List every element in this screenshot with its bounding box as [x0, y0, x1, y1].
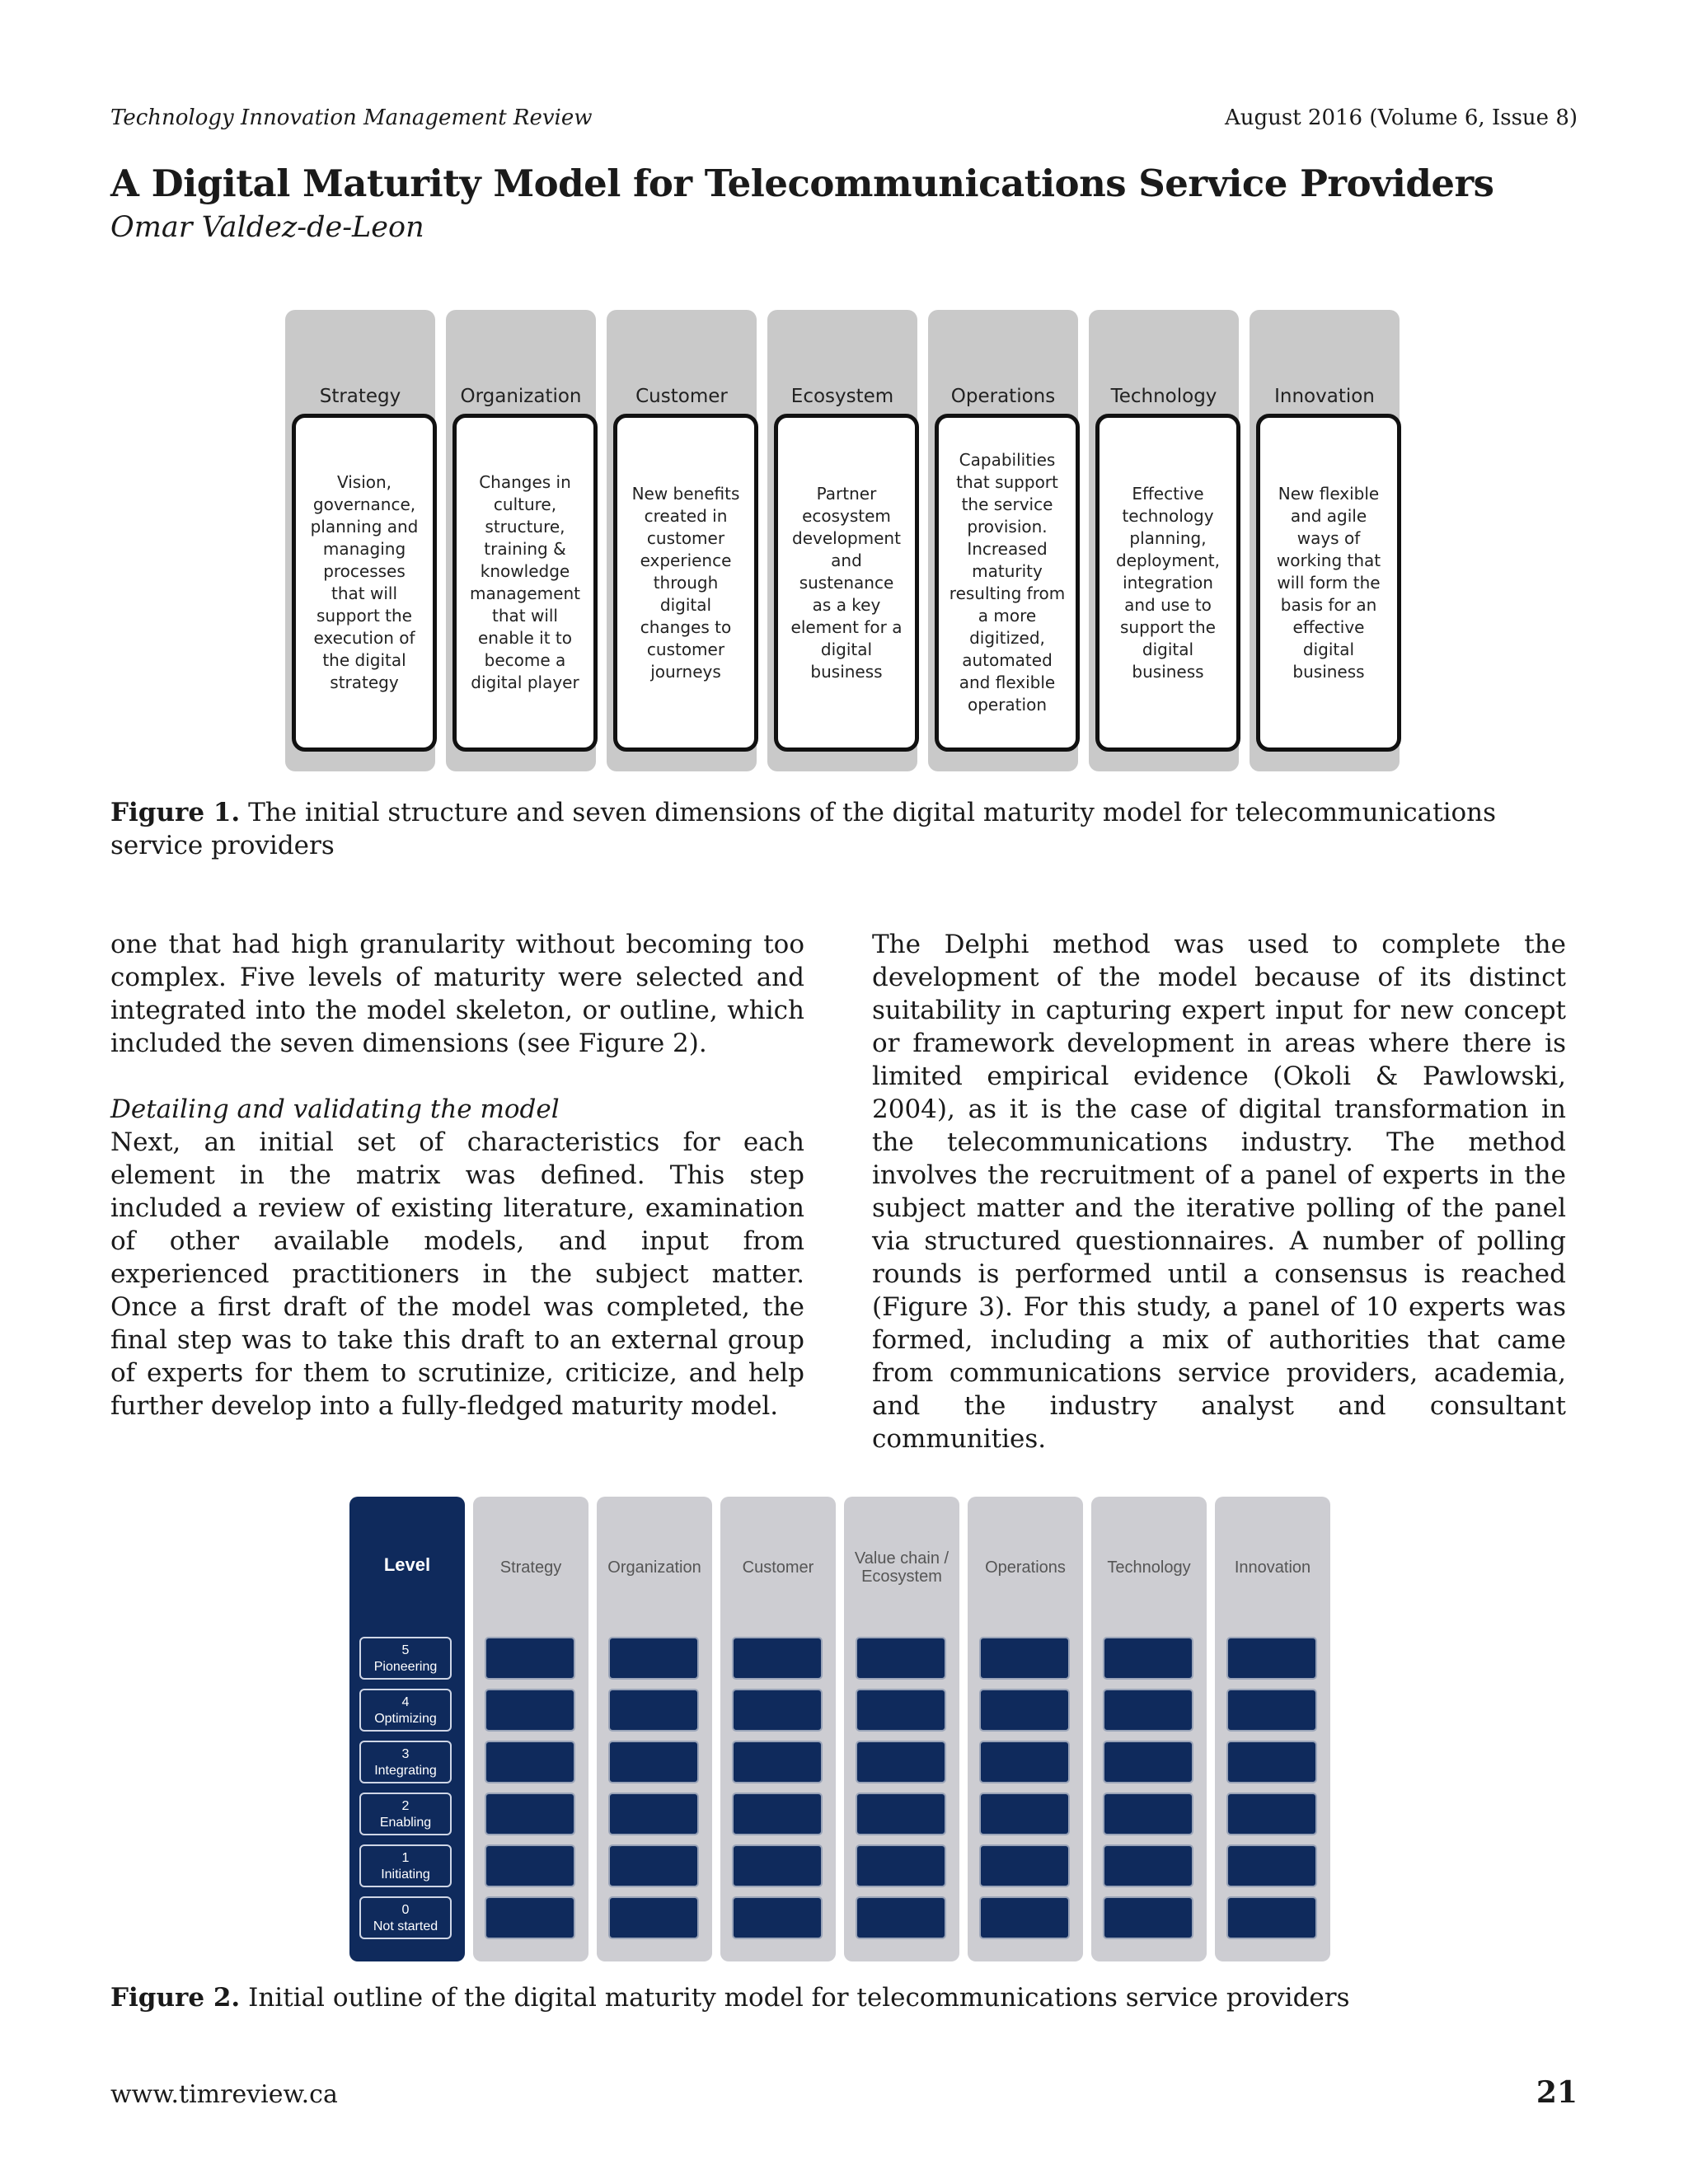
description-line: Changes in: [479, 472, 571, 492]
matrix-cell: [1103, 1637, 1193, 1680]
description-line: customer: [646, 639, 725, 659]
matrix-cell: [485, 1844, 575, 1887]
description-line: created in: [644, 505, 728, 526]
matrix-cell: [732, 1741, 823, 1783]
matrix-cell: [979, 1896, 1070, 1939]
dimension-name: Technology: [1110, 386, 1217, 407]
dimension-description: [774, 414, 919, 752]
matrix-cell: [608, 1689, 699, 1732]
level-number: 0: [401, 1903, 410, 1917]
matrix-cell: [856, 1637, 946, 1680]
description-line: managing: [322, 539, 406, 559]
description-line: planning,: [1129, 527, 1207, 548]
description-line: enable it to: [478, 628, 572, 648]
level-item: [359, 1793, 452, 1835]
description-line: will form the: [1277, 572, 1381, 593]
matrix-cell: [732, 1844, 823, 1887]
description-line: journeys: [650, 661, 721, 682]
description-line: digital: [1142, 639, 1194, 659]
description-line: that will: [491, 606, 558, 626]
description-line: management: [470, 583, 580, 603]
description-line: New benefits: [631, 483, 740, 504]
matrix-cell: [1103, 1741, 1193, 1783]
right-paragraph-1: The Delphi method was used to complete the development of the model because of its distinct suitability in capturing expert input for new concept or framework development in areas where there is limited empirical evidence (Okoli & Pawlowski, 2004), as it is the case of digital transformation in the telecommunications industry. The method involves the recruitment of a panel of experts in the subject matter and the iterative polling of the panel via structured questionnaires. A number of polling rounds is performed until a consensus is reached (Figure 3). For this study, a panel of 10 experts was formed, including a mix of authorities that came from communications service providers, academia, and the industry analyst and consultant communities.: [872, 930, 1566, 1454]
description-line: become a: [484, 650, 566, 670]
matrix-cell: [1103, 1689, 1193, 1732]
dimension-column-3: [767, 310, 917, 771]
description-line: development: [792, 527, 901, 548]
description-line: maturity: [972, 561, 1043, 581]
description-line: operation: [967, 695, 1047, 715]
matrix-cell: [732, 1793, 823, 1835]
dimension-column-2: [607, 310, 757, 771]
description-line: training &: [484, 539, 566, 559]
left-paragraph-1: one that had high granularity without becoming too complex. Five levels of maturity were selected and integrated into the model skeleton, or outline, which included the seven dimensions (see Figure 2).: [110, 930, 804, 1058]
description-line: Partner: [816, 483, 877, 504]
level-number: 2: [401, 1799, 410, 1813]
level-name: Integrating: [374, 1764, 437, 1778]
description-line: support the: [316, 606, 412, 626]
description-line: and: [831, 550, 862, 570]
dimension-column-5: [1089, 310, 1239, 771]
matrix-cell: [1226, 1689, 1317, 1732]
matrix-cell: [1103, 1896, 1193, 1939]
matrix-cell: [1226, 1637, 1317, 1680]
matrix-column-header: Innovation: [1234, 1558, 1311, 1577]
dimension-description: [452, 414, 598, 752]
issue-info: August 2016 (Volume 6, Issue 8): [1224, 105, 1578, 130]
description-line: New flexible: [1278, 483, 1380, 504]
description-line: Capabilities: [959, 450, 1056, 470]
description-line: element for a: [790, 616, 903, 637]
level-name: Optimizing: [374, 1712, 437, 1726]
description-line: a more: [978, 606, 1037, 626]
matrix-cell: [485, 1689, 575, 1732]
article-title: A Digital Maturity Model for Telecommunications Service Providers: [110, 162, 1494, 205]
matrix-cell: [485, 1896, 575, 1939]
figure-2-label: Figure 2.: [110, 1983, 241, 2013]
matrix-column: [968, 1497, 1083, 1961]
footer-url[interactable]: www.timreview.ca: [110, 2080, 338, 2109]
description-line: and flexible: [959, 673, 1056, 692]
matrix-column: [1091, 1497, 1207, 1961]
level-header: Level: [383, 1554, 431, 1575]
figure-1-caption: [110, 796, 1578, 862]
matrix-cell: [856, 1689, 946, 1732]
matrix-column: [597, 1497, 712, 1961]
matrix-cell: [979, 1844, 1070, 1887]
level-name: Enabling: [379, 1816, 432, 1830]
description-line: structure,: [485, 517, 565, 537]
description-line: business: [1292, 661, 1365, 682]
matrix-cell: [856, 1741, 946, 1783]
matrix-cell: [732, 1689, 823, 1732]
article-author: Omar Valdez-de-Leon: [110, 211, 424, 244]
description-line: knowledge: [480, 561, 570, 581]
dimension-name: Ecosystem: [790, 386, 894, 407]
description-line: working that: [1276, 550, 1381, 570]
level-number: 5: [401, 1643, 410, 1657]
level-column: [349, 1497, 465, 1961]
matrix-cell: [1226, 1793, 1317, 1835]
page-number: 21: [1536, 2075, 1578, 2110]
dimension-name: Strategy: [319, 386, 401, 407]
description-line: digital: [659, 594, 712, 615]
matrix-cell: [485, 1741, 575, 1783]
dimension-description: [935, 414, 1080, 752]
description-line: automated: [962, 650, 1053, 670]
description-line: digitized,: [969, 628, 1045, 648]
dimension-name: Operations: [950, 386, 1056, 407]
matrix-cell: [979, 1741, 1070, 1783]
level-name: Initiating: [381, 1868, 430, 1882]
description-line: digital: [1302, 639, 1355, 659]
description-line: Effective: [1132, 483, 1204, 504]
dimension-name: Organization: [460, 386, 582, 407]
level-number: 1: [401, 1851, 410, 1865]
description-line: business: [810, 661, 883, 682]
matrix-cell: [1226, 1741, 1317, 1783]
description-line: processes: [323, 561, 406, 581]
matrix-cell: [979, 1793, 1070, 1835]
matrix-cell: [1103, 1793, 1193, 1835]
dimension-column-6: [1250, 310, 1400, 771]
matrix-cell: [608, 1844, 699, 1887]
figure-1-label: Figure 1.: [110, 798, 241, 827]
dimension-name: Customer: [635, 386, 728, 407]
figure-2-caption: [110, 1981, 1578, 2014]
description-line: customer: [646, 527, 725, 548]
matrix-cell: [856, 1793, 946, 1835]
figure-1-caption-text: The initial structure and seven dimensions of the digital maturity model for telecommunications service providers: [110, 798, 1497, 860]
matrix-column-header: Strategy: [499, 1558, 562, 1577]
description-line: support the: [1120, 616, 1216, 637]
matrix-cell: [608, 1741, 699, 1783]
level-item: [359, 1896, 452, 1939]
level-number: 3: [401, 1747, 410, 1761]
matrix-cell: [608, 1896, 699, 1939]
journal-name: Technology Innovation Management Review: [110, 105, 593, 130]
description-line: ecosystem: [802, 505, 891, 526]
description-line: changes to: [640, 616, 732, 637]
dimension-column-0: [285, 310, 435, 771]
level-item: [359, 1689, 452, 1732]
description-line: that will: [331, 583, 397, 603]
description-line: deployment,: [1116, 550, 1220, 570]
matrix-cell: [608, 1637, 699, 1680]
description-line: Increased: [967, 539, 1048, 559]
description-line: basis for an: [1280, 594, 1377, 615]
matrix-cell: [485, 1793, 575, 1835]
matrix-cell: [979, 1637, 1070, 1680]
matrix-column-header: Customer: [742, 1558, 814, 1577]
figure-2-maturity-matrix: [349, 1497, 1329, 1961]
description-line: integration: [1123, 572, 1213, 593]
dimension-description: [1256, 414, 1401, 752]
matrix-column-header: Organization: [607, 1558, 701, 1577]
description-line: that support: [956, 472, 1058, 492]
description-line: technology: [1122, 505, 1214, 526]
description-line: business: [1132, 661, 1204, 682]
level-name: Pioneering: [373, 1660, 438, 1674]
description-line: strategy: [330, 673, 399, 692]
matrix-column: [1215, 1497, 1330, 1961]
level-item: [359, 1844, 452, 1887]
matrix-cell: [979, 1689, 1070, 1732]
matrix-column-header: Technology: [1107, 1558, 1191, 1577]
description-line: resulting from: [949, 583, 1066, 603]
description-line: governance,: [312, 494, 416, 514]
description-line: ways of: [1296, 527, 1361, 548]
matrix-cell: [1103, 1844, 1193, 1887]
description-line: through: [653, 572, 719, 593]
matrix-cell: [856, 1896, 946, 1939]
description-line: experience: [640, 550, 732, 570]
description-line: planning and: [310, 517, 419, 537]
figure-1-dimensions: [285, 310, 1398, 771]
dimension-description: [613, 414, 758, 752]
dimension-description: [292, 414, 437, 752]
description-line: execution of: [313, 628, 415, 648]
matrix-column: [473, 1497, 588, 1961]
description-line: the digital: [322, 650, 406, 670]
description-line: sustenance: [799, 572, 894, 593]
left-column: [110, 928, 804, 1455]
description-line: the service: [961, 494, 1053, 514]
description-line: digital player: [471, 673, 579, 692]
matrix-cell: [1226, 1844, 1317, 1887]
dimension-column-4: [928, 310, 1078, 771]
level-number: 4: [401, 1695, 410, 1709]
matrix-cell: [608, 1793, 699, 1835]
right-column: [872, 928, 1566, 1488]
matrix-cell: [856, 1844, 946, 1887]
level-name: Not started: [373, 1919, 438, 1933]
description-line: provision.: [967, 517, 1048, 537]
dimension-column-1: [446, 310, 596, 771]
level-item: [359, 1741, 452, 1783]
matrix-column: [844, 1497, 959, 1961]
description-line: culture,: [493, 494, 557, 514]
figure-2-caption-text: Initial outline of the digital maturity model for telecommunications service providers: [240, 1983, 1350, 2013]
matrix-cell: [1226, 1896, 1317, 1939]
matrix-cell: [485, 1637, 575, 1680]
dimension-name: Innovation: [1274, 386, 1375, 407]
matrix-column: [720, 1497, 836, 1961]
matrix-column-header: Operations: [985, 1558, 1066, 1577]
section-subheading: Detailing and validating the model: [110, 1094, 560, 1124]
dimension-description: [1095, 414, 1240, 752]
left-paragraph-2: Next, an initial set of characteristics for each element in the matrix was defined. This step included a review of existing literature, examination of other available models, and input from experienced practitioners in the subject matter. Once a first draft of the model was completed, the final step was to take this draft to an external group of experts for them to scrutinize, criticize, and help further develop into a fully-fledged maturity model.: [110, 1127, 804, 1421]
description-line: as a key: [812, 594, 881, 615]
description-line: effective: [1292, 616, 1365, 637]
matrix-column-header: Value chain / Ecosystem: [854, 1549, 950, 1586]
matrix-cell: [732, 1896, 823, 1939]
description-line: and agile: [1290, 505, 1367, 526]
level-item: [359, 1637, 452, 1680]
description-line: Vision,: [336, 472, 392, 492]
description-line: digital: [820, 639, 873, 659]
matrix-cell: [732, 1637, 823, 1680]
description-line: and use to: [1124, 594, 1212, 615]
